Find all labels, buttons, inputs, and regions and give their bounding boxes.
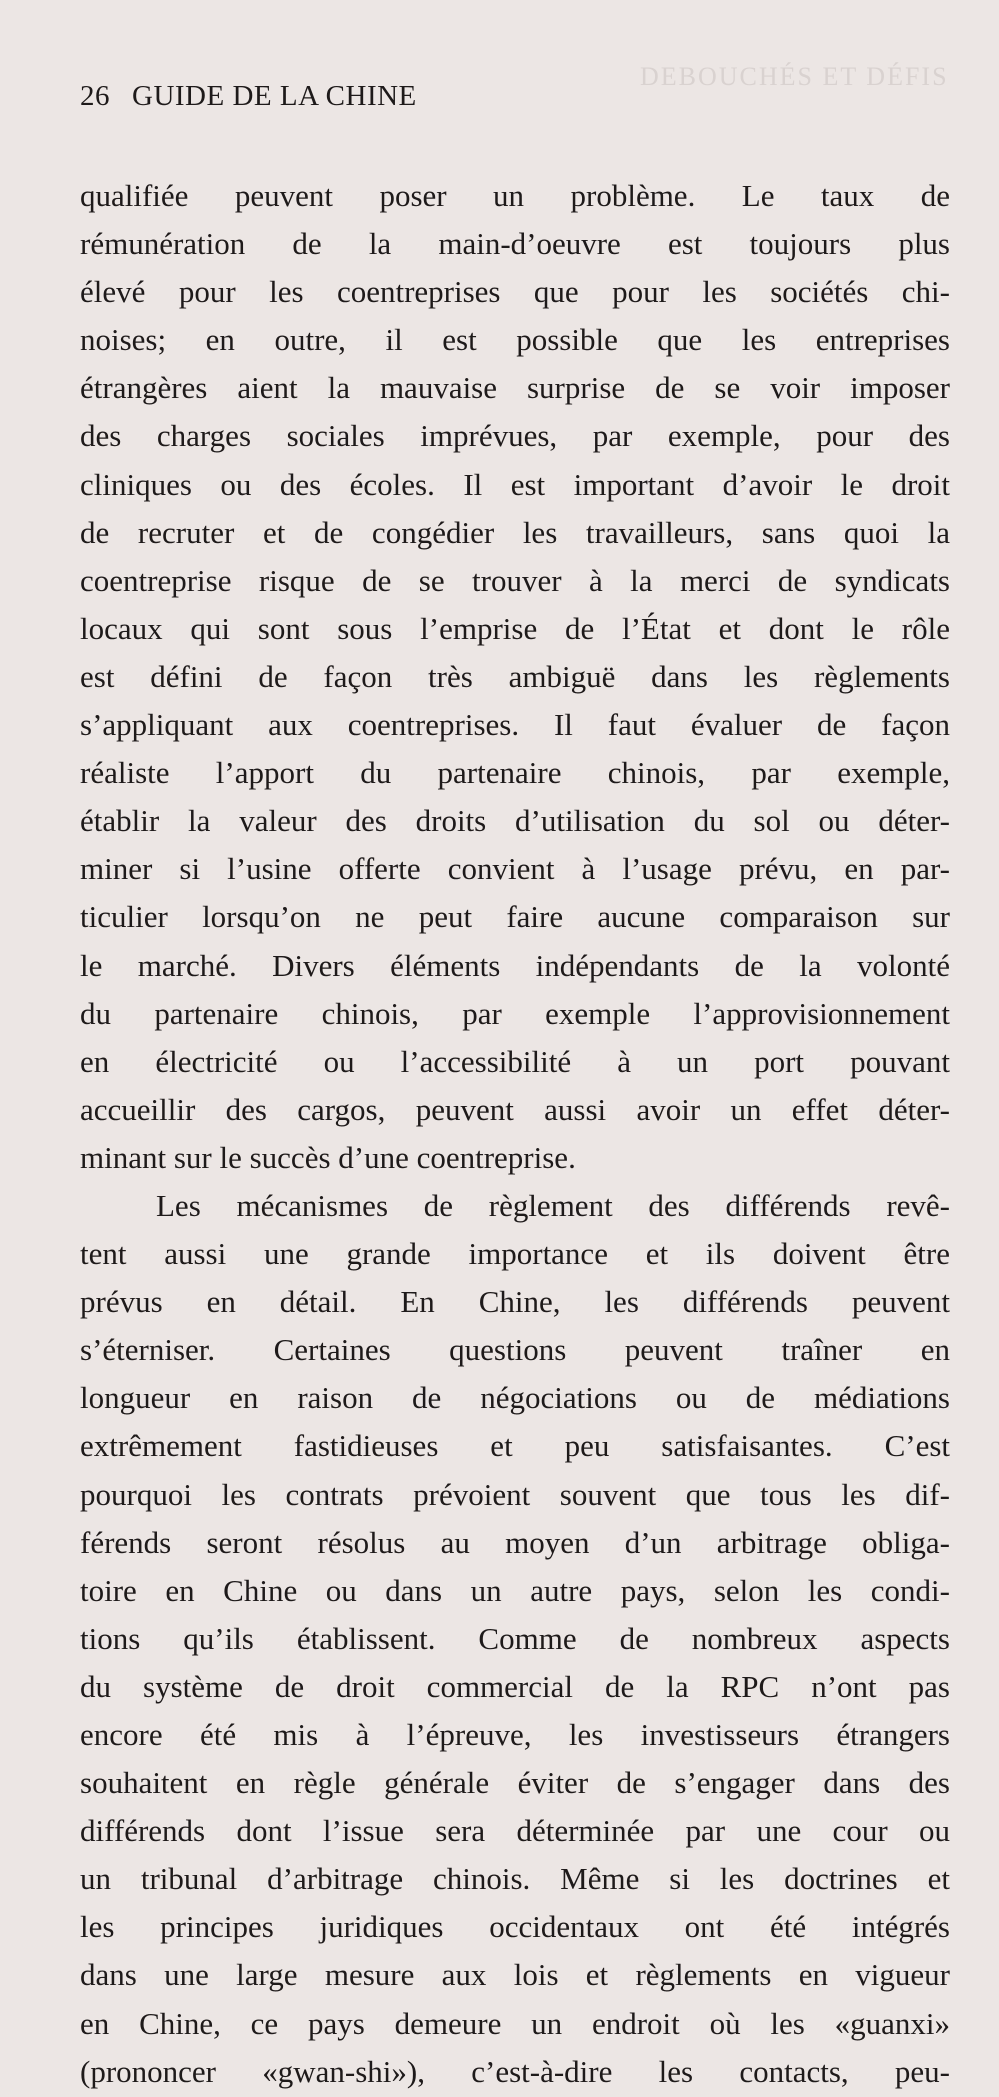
text-line: férends seront résolus au moyen d’un arbitrage obliga-: [80, 1524, 950, 1560]
text-line: ticulier lorsqu’on ne peut faire aucune comparaison sur: [80, 899, 950, 935]
text-line-paragraph-end: minant sur le succès d’une coentreprise.: [80, 1139, 576, 1175]
text-line: des charges sociales imprévues, par exemple, pour des: [80, 418, 950, 454]
text-line: en électricité ou l’accessibilité à un port pouvant: [80, 1043, 950, 1079]
running-head: [80, 76, 417, 116]
text-line: de recruter et de congédier les travailleurs, sans quoi la: [80, 514, 950, 550]
text-line: dans une large mesure aux lois et règlements en vigueur: [80, 1957, 950, 1993]
text-line: prévus en détail. En Chine, les différends peuvent: [80, 1284, 950, 1320]
text-line: cliniques ou des écoles. Il est important d’avoir le droit: [80, 466, 950, 502]
text-line: coentreprise risque de se trouver à la merci de syndicats: [80, 562, 950, 598]
text-line: un tribunal d’arbitrage chinois. Même si les doctrines et: [80, 1861, 950, 1897]
text-line: extrêmement fastidieuses et peu satisfaisantes. C’est: [80, 1428, 950, 1464]
text-line: en Chine, ce pays demeure un endroit où les «guanxi»: [80, 2005, 950, 2041]
text-line: qualifiée peuvent poser un problème. Le taux de: [80, 178, 950, 213]
text-line-paragraph-start: Les mécanismes de règlement des différends revê-: [156, 1187, 950, 1223]
text-line: locaux qui sont sous l’emprise de l’État et dont le rôle: [80, 610, 950, 646]
text-line: établir la valeur des droits d’utilisation du sol ou déter-: [80, 803, 950, 839]
text-line: toire en Chine ou dans un autre pays, selon les condi-: [80, 1572, 950, 1608]
text-line: tent aussi une grande importance et ils doivent être: [80, 1236, 950, 1272]
text-line: étrangères aient la mauvaise surprise de se voir imposer: [80, 370, 950, 406]
bleed-through-text: DEBOUCHÉS ET DÉFIS: [640, 62, 949, 91]
text-line: le marché. Divers éléments indépendants de la volonté: [80, 947, 950, 983]
text-line: noises; en outre, il est possible que les entreprises: [80, 322, 950, 358]
text-line: (prononcer «gwan-shi»), c’est-à-dire les contacts, peu-: [80, 2053, 950, 2089]
text-line: tions qu’ils établissent. Comme de nombreux aspects: [80, 1620, 950, 1656]
body-text: [80, 172, 950, 2096]
text-line: s’éterniser. Certaines questions peuvent traîner en: [80, 1332, 950, 1368]
text-line: souhaitent en règle générale éviter de s’engager dans des: [80, 1765, 950, 1801]
page-number: 26: [80, 80, 110, 112]
text-line: élevé pour les coentreprises que pour les sociétés chi-: [80, 274, 950, 310]
text-line: réaliste l’apport du partenaire chinois, par exemple,: [80, 755, 950, 791]
text-line: miner si l’usine offerte convient à l’usage prévu, en par-: [80, 851, 950, 887]
text-line: longueur en raison de négociations ou de médiations: [80, 1380, 950, 1416]
text-line: du système de droit commercial de la RPC n’ont pas: [80, 1668, 950, 1704]
text-line: encore été mis à l’épreuve, les investisseurs étrangers: [80, 1717, 950, 1752]
text-line: accueillir des cargos, peuvent aussi avoir un effet déter-: [80, 1091, 950, 1127]
text-line: est défini de façon très ambiguë dans les règlements: [80, 658, 950, 694]
text-line: s’appliquant aux coentreprises. Il faut évaluer de façon: [80, 707, 950, 743]
text-line: du partenaire chinois, par exemple l’approvisionnement: [80, 995, 950, 1031]
text-line: les principes juridiques occidentaux ont été intégrés: [80, 1909, 950, 1945]
text-line: différends dont l’issue sera déterminée par une cour ou: [80, 1813, 950, 1849]
book-title: GUIDE DE LA CHINE: [132, 80, 417, 112]
text-line: rémunération de la main-d’oeuvre est toujours plus: [80, 226, 950, 262]
text-line: pourquoi les contrats prévoient souvent que tous les dif-: [80, 1476, 950, 1512]
